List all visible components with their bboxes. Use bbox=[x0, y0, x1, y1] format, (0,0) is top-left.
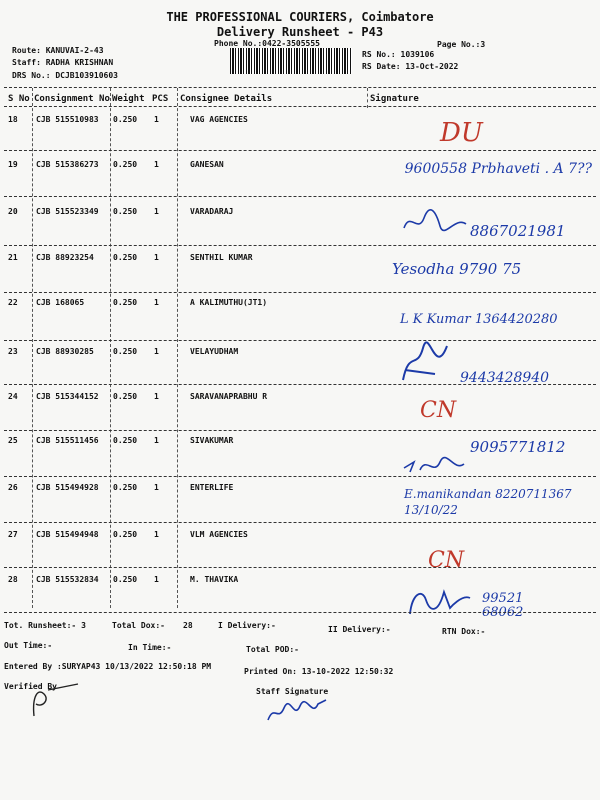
row-signature: 9443428940 bbox=[460, 370, 550, 386]
row-sno: 21 bbox=[8, 253, 18, 262]
row-consignment: CJB 515494928 bbox=[36, 483, 99, 492]
row-signature: 9095771812 bbox=[470, 438, 566, 456]
col-divider bbox=[32, 88, 33, 608]
row-consignee: M. THAVIKA bbox=[190, 575, 239, 584]
row-signature: E.manikandan 8220711367 13/10/22 bbox=[404, 487, 572, 517]
signature-scribble bbox=[395, 340, 465, 385]
col-pcs: PCS bbox=[152, 94, 169, 104]
row-consignment: CJB 515532834 bbox=[36, 575, 99, 584]
row-weight: 0.250 bbox=[113, 298, 138, 307]
rs-date: RS Date: 13-Oct-2022 bbox=[362, 62, 459, 71]
row-signature: CN bbox=[428, 548, 465, 573]
table-bottom-rule bbox=[4, 612, 596, 613]
row-weight: 0.250 bbox=[113, 575, 138, 584]
row-signature: 9600558 Prbhaveti . A 7?? bbox=[404, 161, 592, 177]
phone-number: Phone No.:0422-3505555 bbox=[214, 39, 320, 48]
row-pcs: 1 bbox=[154, 575, 159, 584]
row-sno: 18 bbox=[8, 115, 18, 124]
drs-number: DRS No.: DCJB103910603 bbox=[12, 71, 118, 80]
rtn-dox: RTN Dox:- bbox=[442, 627, 486, 636]
in-time: In Time:- bbox=[128, 643, 172, 652]
row-rule bbox=[4, 196, 596, 197]
row-pcs: 1 bbox=[154, 207, 159, 216]
row-pcs: 1 bbox=[154, 115, 159, 124]
row-pcs: 1 bbox=[154, 392, 159, 401]
verified-by: Verified By bbox=[4, 682, 57, 691]
row-rule bbox=[4, 150, 596, 151]
col-weight: Weight bbox=[112, 94, 145, 104]
row-pcs: 1 bbox=[154, 298, 159, 307]
row-sno: 25 bbox=[8, 436, 18, 445]
row-rule bbox=[4, 430, 596, 431]
row-consignee: ENTERLIFE bbox=[190, 483, 234, 492]
row-consignment: CJB 515523349 bbox=[36, 207, 99, 216]
row-pcs: 1 bbox=[154, 530, 159, 539]
row-rule bbox=[4, 476, 596, 477]
row-rule bbox=[4, 384, 596, 385]
company-title: THE PROFESSIONAL COURIERS, Coimbatore bbox=[166, 10, 434, 24]
row-consignee: VARADARAJ bbox=[190, 207, 234, 216]
row-rule bbox=[4, 340, 596, 341]
row-consignment: CJB 515344152 bbox=[36, 392, 99, 401]
tot-runsheet: Tot. Runsheet:- 3 bbox=[4, 621, 86, 630]
i-delivery: I Delivery:- bbox=[218, 621, 276, 630]
total-dox-label: Total Dox:- bbox=[112, 621, 165, 630]
staff-signature-label: Staff Signature bbox=[256, 687, 329, 696]
row-consignee: VLM AGENCIES bbox=[190, 530, 248, 539]
row-rule bbox=[4, 522, 596, 523]
col-signature: Signature bbox=[370, 94, 419, 104]
row-signature: 99521 68062 bbox=[482, 591, 524, 620]
staff-signature-mark bbox=[264, 696, 334, 726]
row-signature: 8867021981 bbox=[470, 222, 566, 240]
ii-delivery: II Delivery:- bbox=[328, 625, 391, 634]
row-sno: 28 bbox=[8, 575, 18, 584]
total-dox-value: 28 bbox=[183, 621, 193, 630]
row-rule bbox=[4, 567, 596, 568]
row-signature: DU bbox=[440, 118, 483, 148]
row-signature: Yesodha 9790 75 bbox=[392, 260, 522, 278]
row-sno: 27 bbox=[8, 530, 18, 539]
signature-scribble bbox=[400, 206, 470, 236]
row-sno: 23 bbox=[8, 347, 18, 356]
col-consignee: Consignee Details bbox=[180, 94, 273, 104]
row-consignee: GANESAN bbox=[190, 160, 224, 169]
row-pcs: 1 bbox=[154, 483, 159, 492]
verifier-signature bbox=[28, 680, 88, 720]
row-pcs: 1 bbox=[154, 160, 159, 169]
row-weight: 0.250 bbox=[113, 392, 138, 401]
header-bottom-rule bbox=[4, 106, 596, 107]
row-pcs: 1 bbox=[154, 436, 159, 445]
row-weight: 0.250 bbox=[113, 115, 138, 124]
row-consignee: VELAYUDHAM bbox=[190, 347, 239, 356]
header-top-rule bbox=[4, 87, 596, 88]
row-weight: 0.250 bbox=[113, 253, 138, 262]
row-consignment: CJB 168065 bbox=[36, 298, 85, 307]
row-sno: 24 bbox=[8, 392, 18, 401]
row-sno: 22 bbox=[8, 298, 18, 307]
out-time: Out Time:- bbox=[4, 641, 53, 650]
row-consignment: CJB 88923254 bbox=[36, 253, 94, 262]
row-consignment: CJB 515386273 bbox=[36, 160, 99, 169]
row-consignee: VAG AGENCIES bbox=[190, 115, 248, 124]
row-signature: L K Kumar 1364420280 bbox=[400, 312, 558, 327]
sheet-title: Delivery Runsheet - P43 bbox=[216, 25, 384, 39]
row-consignment: CJB 515511456 bbox=[36, 436, 99, 445]
rs-number: RS No.: 1039106 bbox=[362, 50, 435, 59]
row-weight: 0.250 bbox=[113, 207, 138, 216]
row-weight: 0.250 bbox=[113, 530, 138, 539]
row-rule bbox=[4, 245, 596, 246]
total-pod: Total POD:- bbox=[246, 645, 299, 654]
row-consignment: CJB 515494948 bbox=[36, 530, 99, 539]
entered-by: Entered By :SURYAP43 10/13/2022 12:50:18 PM bbox=[4, 662, 212, 671]
row-consignment: CJB 515510983 bbox=[36, 115, 99, 124]
row-consignee: SENTHIL KUMAR bbox=[190, 253, 253, 262]
row-consignee: SARAVANAPRABHU R bbox=[190, 392, 268, 401]
staff-name: Staff: RADHA KRISHNAN bbox=[12, 58, 114, 67]
col-divider bbox=[110, 88, 111, 608]
row-signature: CN bbox=[420, 398, 457, 423]
row-sno: 19 bbox=[8, 160, 18, 169]
row-weight: 0.250 bbox=[113, 436, 138, 445]
row-pcs: 1 bbox=[154, 253, 159, 262]
row-consignee: A KALIMUTHU(JT1) bbox=[190, 298, 268, 307]
printed-on: Printed On: 13-10-2022 12:50:32 bbox=[244, 667, 394, 676]
row-weight: 0.250 bbox=[113, 483, 138, 492]
page-number: Page No.:3 bbox=[437, 40, 486, 49]
barcode-image bbox=[230, 48, 352, 74]
col-divider bbox=[177, 88, 178, 608]
col-sno: S No bbox=[8, 94, 30, 104]
row-sno: 26 bbox=[8, 483, 18, 492]
row-weight: 0.250 bbox=[113, 347, 138, 356]
route: Route: KANUVAI-2-43 bbox=[12, 46, 104, 55]
col-divider bbox=[367, 88, 368, 108]
col-consignment: Consignment No bbox=[34, 94, 110, 104]
row-sno: 20 bbox=[8, 207, 18, 216]
row-rule bbox=[4, 292, 596, 293]
row-pcs: 1 bbox=[154, 347, 159, 356]
row-consignment: CJB 88930285 bbox=[36, 347, 94, 356]
row-consignee: SIVAKUMAR bbox=[190, 436, 234, 445]
row-weight: 0.250 bbox=[113, 160, 138, 169]
